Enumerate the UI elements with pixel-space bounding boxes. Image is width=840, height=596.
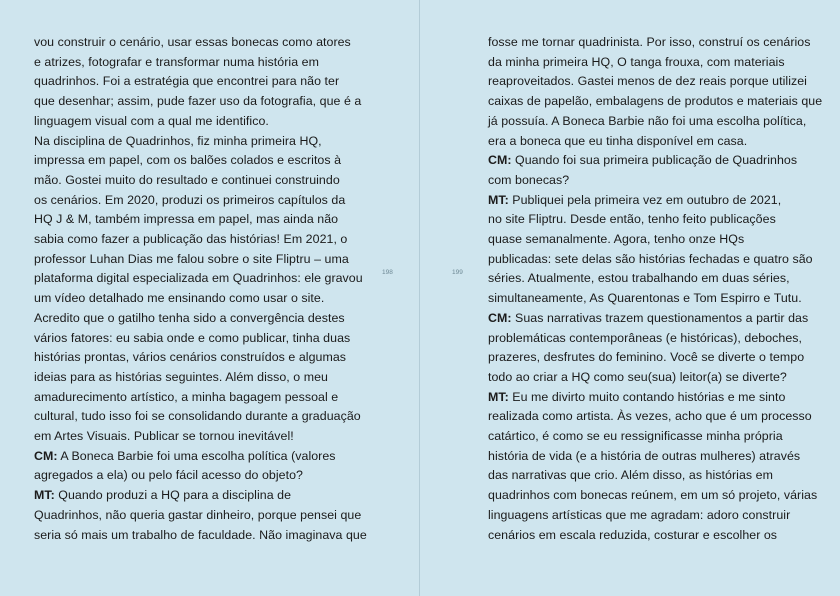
- speaker-label: CM:: [488, 310, 512, 325]
- text-line: [488, 329, 818, 349]
- line-text: com bonecas?: [488, 172, 570, 187]
- text-line: [34, 466, 364, 486]
- text-line: [34, 151, 364, 171]
- text-line: [34, 427, 364, 447]
- line-text: seria só mais um trabalho de faculdade. Não imaginava que: [34, 527, 367, 542]
- right-page-number: 199: [452, 269, 463, 276]
- line-text: ideias para as histórias seguintes. Além disso, o meu: [34, 369, 328, 384]
- text-line: [34, 191, 364, 211]
- line-text: Suas narrativas trazem questionamentos a partir das: [511, 310, 809, 325]
- text-line: [488, 388, 818, 408]
- line-text: amadurecimento artístico, a minha bagagem pessoal e: [34, 389, 339, 404]
- line-text: todo ao criar a HQ como seu(sua) leitor(a) se diverte?: [488, 369, 787, 384]
- text-line: [488, 289, 818, 309]
- text-line: [488, 72, 818, 92]
- speaker-label: MT:: [488, 192, 509, 207]
- left-page: [0, 0, 419, 596]
- line-text: séries. Atualmente, estou trabalhando em duas séries,: [488, 271, 790, 286]
- line-text: reaproveitados. Gastei menos de dez reais porque utilizei: [488, 74, 807, 89]
- line-text: A Boneca Barbie foi uma escolha política (valores: [57, 448, 336, 463]
- line-text: HQ J & M, também impressa em papel, mas ainda não: [34, 212, 339, 227]
- speaker-label: CM:: [488, 153, 512, 168]
- text-line: [488, 191, 818, 211]
- line-text: linguagens artísticas que me agradam: adoro construir: [488, 507, 791, 522]
- text-line: [34, 289, 364, 309]
- line-text: linguagem visual com a qual me identifico.: [34, 113, 269, 128]
- left-page-text: [34, 33, 367, 545]
- line-text: os cenários. Em 2020, produzi os primeiros capítulos da: [34, 192, 346, 207]
- line-text: caixas de papelão, embalagens de produtos e materiais que: [488, 94, 823, 109]
- text-line: [34, 269, 364, 289]
- line-text: problemáticas contemporâneas (e históricas), deboches,: [488, 330, 803, 345]
- text-line: [34, 368, 364, 388]
- line-text: simultaneamente, As Quarentonas e Tom Espirro e Tutu.: [488, 291, 802, 306]
- line-text: era a boneca que eu tinha disponível em casa.: [488, 133, 748, 148]
- text-line: [34, 53, 364, 73]
- line-text: cultural, tudo isso foi se consolidando durante a graduação: [34, 409, 361, 424]
- text-line: [488, 447, 818, 467]
- line-text: publicadas: sete delas são histórias fechadas e quatro são: [488, 251, 813, 266]
- line-text: vários fatores: eu sabia onde e como publicar, tinha duas: [34, 330, 351, 345]
- text-line: [34, 92, 364, 112]
- line-text: cenários em escala reduzida, costurar e escolher os: [488, 527, 778, 542]
- left-page-number: 198: [382, 269, 393, 276]
- text-line: [488, 309, 818, 329]
- text-line: [488, 230, 818, 250]
- text-line: [488, 92, 823, 112]
- text-line: [34, 72, 364, 92]
- line-text: Acredito que o gatilho tenha sido a convergência destes: [34, 310, 345, 325]
- text-line: [488, 171, 818, 191]
- line-text: quadrinhos com bonecas reúnem, em um só projeto, várias: [488, 488, 818, 503]
- text-line: [488, 151, 818, 171]
- text-line: [34, 33, 364, 53]
- line-text: impressa em papel, com os balões colados e escritos à: [34, 153, 342, 168]
- text-line: [34, 112, 364, 132]
- text-line: [488, 526, 818, 546]
- text-line: [488, 132, 818, 152]
- text-line: [34, 506, 364, 526]
- line-text: que desenhar; assim, pude fazer uso da fotografia, que é a: [34, 94, 362, 109]
- text-line: [34, 348, 364, 368]
- text-line: [34, 486, 364, 506]
- text-line: [488, 466, 818, 486]
- line-text: plataforma digital especializada em Quadrinhos: ele gravou: [34, 271, 363, 286]
- text-line: [488, 112, 818, 132]
- line-text: catártico, é como se eu ressignificasse minha própria: [488, 429, 783, 444]
- line-text: um vídeo detalhado me ensinando como usar o site.: [34, 291, 325, 306]
- line-text: e atrizes, fotografar e transformar numa história em: [34, 54, 319, 69]
- line-text: história de vida (e a história de outras mulheres) através: [488, 448, 801, 463]
- line-text: vou construir o cenário, usar essas bonecas como atores: [34, 35, 351, 49]
- line-text: prazeres, desfrutes do feminino. Você se diverte o tempo: [488, 350, 805, 365]
- line-text: em Artes Visuais. Publicar se tornou inevitável!: [34, 429, 294, 444]
- text-line: [34, 388, 364, 408]
- text-line: [488, 250, 818, 270]
- text-line: [34, 210, 364, 230]
- line-text: mão. Gostei muito do resultado e continuei construindo: [34, 172, 340, 187]
- line-text: da minha primeira HQ, O tanga frouxa, com materiais: [488, 54, 785, 69]
- text-line: [488, 210, 818, 230]
- line-text: Eu me divirto muito contando histórias e me sinto: [508, 389, 786, 404]
- line-text: fosse me tornar quadrinista. Por isso, construí os cenários: [488, 35, 811, 49]
- text-line: [488, 407, 818, 427]
- right-page: [420, 0, 840, 596]
- line-text: professor Luhan Dias me falou sobre o site Fliptru – uma: [34, 251, 349, 266]
- speaker-label: MT:: [488, 389, 509, 404]
- text-line: [34, 526, 367, 546]
- right-page-text: [488, 33, 823, 545]
- text-line: [34, 329, 364, 349]
- text-line: [488, 506, 818, 526]
- speaker-label: MT:: [34, 488, 55, 503]
- line-text: Quando produzi a HQ para a disciplina de: [54, 488, 292, 503]
- line-text: Quando foi sua primeira publicação de Quadrinhos: [511, 153, 798, 168]
- text-line: [488, 486, 818, 506]
- line-text: sabia como fazer a publicação das histórias! Em 2021, o: [34, 232, 348, 247]
- text-line: [34, 132, 364, 152]
- text-line: [34, 230, 364, 250]
- line-text: Quadrinhos, não queria gastar dinheiro, porque pensei que: [34, 507, 362, 522]
- line-text: Na disciplina de Quadrinhos, fiz minha primeira HQ,: [34, 133, 322, 148]
- text-line: [488, 53, 818, 73]
- text-line: [488, 269, 818, 289]
- text-line: [34, 407, 364, 427]
- line-text: agregados a ela) ou pelo fácil acesso do objeto?: [34, 468, 303, 483]
- line-text: já possuía. A Boneca Barbie não foi uma escolha política,: [488, 113, 807, 128]
- text-line: [34, 309, 364, 329]
- text-line: [488, 348, 818, 368]
- text-line: [488, 33, 818, 53]
- text-line: [488, 427, 818, 447]
- text-line: [488, 368, 818, 388]
- line-text: quase semanalmente. Agora, tenho onze HQs: [488, 232, 745, 247]
- line-text: realizada como artista. Às vezes, acho que é um processo: [488, 409, 812, 424]
- line-text: histórias prontas, vários cenários construídos e algumas: [34, 350, 347, 365]
- text-line: [34, 171, 364, 191]
- line-text: Publiquei pela primeira vez em outubro de 2021,: [508, 192, 782, 207]
- line-text: quadrinhos. Foi a estratégia que encontrei para não ter: [34, 74, 340, 89]
- line-text: das narrativas que crio. Além disso, as histórias em: [488, 468, 773, 483]
- line-text: no site Fliptru. Desde então, tenho feito publicações: [488, 212, 776, 227]
- speaker-label: CM:: [34, 448, 58, 463]
- text-line: [34, 447, 364, 467]
- text-line: [34, 250, 364, 270]
